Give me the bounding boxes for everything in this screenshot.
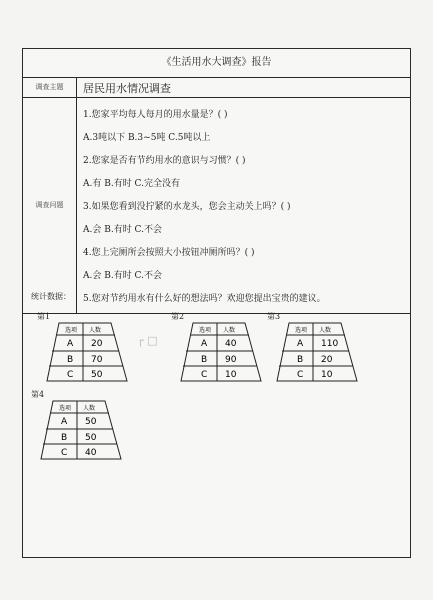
question-line-2: 2.您家是否有节约用水的意识与习惯？( ) (83, 156, 246, 166)
answer-line-3: A.会 B.有时 C.不会 (83, 225, 162, 235)
table-caption: 第4 (31, 390, 45, 399)
count-c: 40 (85, 448, 97, 458)
question-line-1: 1.您家平均每人每月的用水量是？( ) (83, 110, 228, 120)
table-4-grid (31, 389, 131, 469)
report-sheet (22, 48, 411, 558)
header-count: 人数 (83, 405, 96, 412)
header-option: 选项 (65, 327, 78, 334)
stats-label: 统计数据： (31, 292, 71, 301)
header-option: 选项 (59, 405, 72, 412)
count-a: 20 (91, 339, 103, 349)
stats-table-3 (267, 311, 367, 391)
count-a: 50 (85, 417, 97, 427)
questions-row (23, 97, 410, 314)
stats-table-4 (31, 389, 131, 469)
option-c: C (61, 448, 68, 458)
option-c: C (201, 370, 208, 380)
answer-line-4: A.会 B.有时 C.不会 (83, 271, 162, 281)
table-3-grid (267, 311, 367, 391)
stats-table-1 (37, 311, 137, 391)
option-c: C (67, 370, 74, 380)
count-a: 40 (225, 339, 237, 349)
header-count: 人数 (223, 327, 236, 334)
question-line-5: 5.您对节约用水有什么好的想法吗？欢迎您提出宝贵的建议。 (83, 294, 326, 304)
option-b: B (61, 433, 68, 443)
header-option: 选项 (295, 327, 308, 334)
answer-line-1: A.3吨以下 B.3~5吨 C.5吨以上 (83, 133, 211, 143)
table-1-grid (37, 311, 137, 391)
count-b: 70 (91, 355, 103, 365)
answer-line-2: A.有 B.有时 C.完全没有 (83, 179, 180, 189)
option-b: B (67, 355, 74, 365)
questions-label: 调查问题 (23, 97, 77, 313)
stats-table-2 (171, 311, 271, 391)
topic-label: 调查主题 (23, 77, 77, 97)
count-c: 10 (321, 370, 333, 380)
option-a: A (297, 339, 304, 349)
report-title: 《生活用水大调查》报告 (23, 49, 410, 78)
header-option: 选项 (199, 327, 212, 334)
option-a: A (67, 339, 74, 349)
count-c: 50 (91, 370, 103, 380)
table-caption: 第3 (267, 312, 281, 321)
count-b: 90 (225, 355, 237, 365)
question-line-4: 4.您上完厕所会按照大小按钮冲厕所吗？( ) (83, 248, 255, 258)
count-a: 110 (321, 339, 339, 349)
option-b: B (201, 355, 208, 365)
option-c: C (297, 370, 304, 380)
header-count: 人数 (319, 327, 332, 334)
header-count: 人数 (89, 327, 102, 334)
question-line-3: 3.如果您看到没拧紧的水龙头，您会主动关上吗？( ) (83, 202, 291, 212)
option-b: B (297, 355, 304, 365)
table-caption: 第1 (37, 312, 51, 321)
count-c: 10 (225, 370, 237, 380)
count-b: 20 (321, 355, 333, 365)
table-2-grid (171, 311, 271, 391)
faint-mark: ┌ □ (137, 334, 158, 347)
topic-row (23, 77, 410, 98)
topic-value: 居民用水情况调查 (83, 82, 171, 95)
table-caption: 第2 (171, 312, 185, 321)
option-a: A (201, 339, 208, 349)
count-b: 50 (85, 433, 97, 443)
option-a: A (61, 417, 68, 427)
